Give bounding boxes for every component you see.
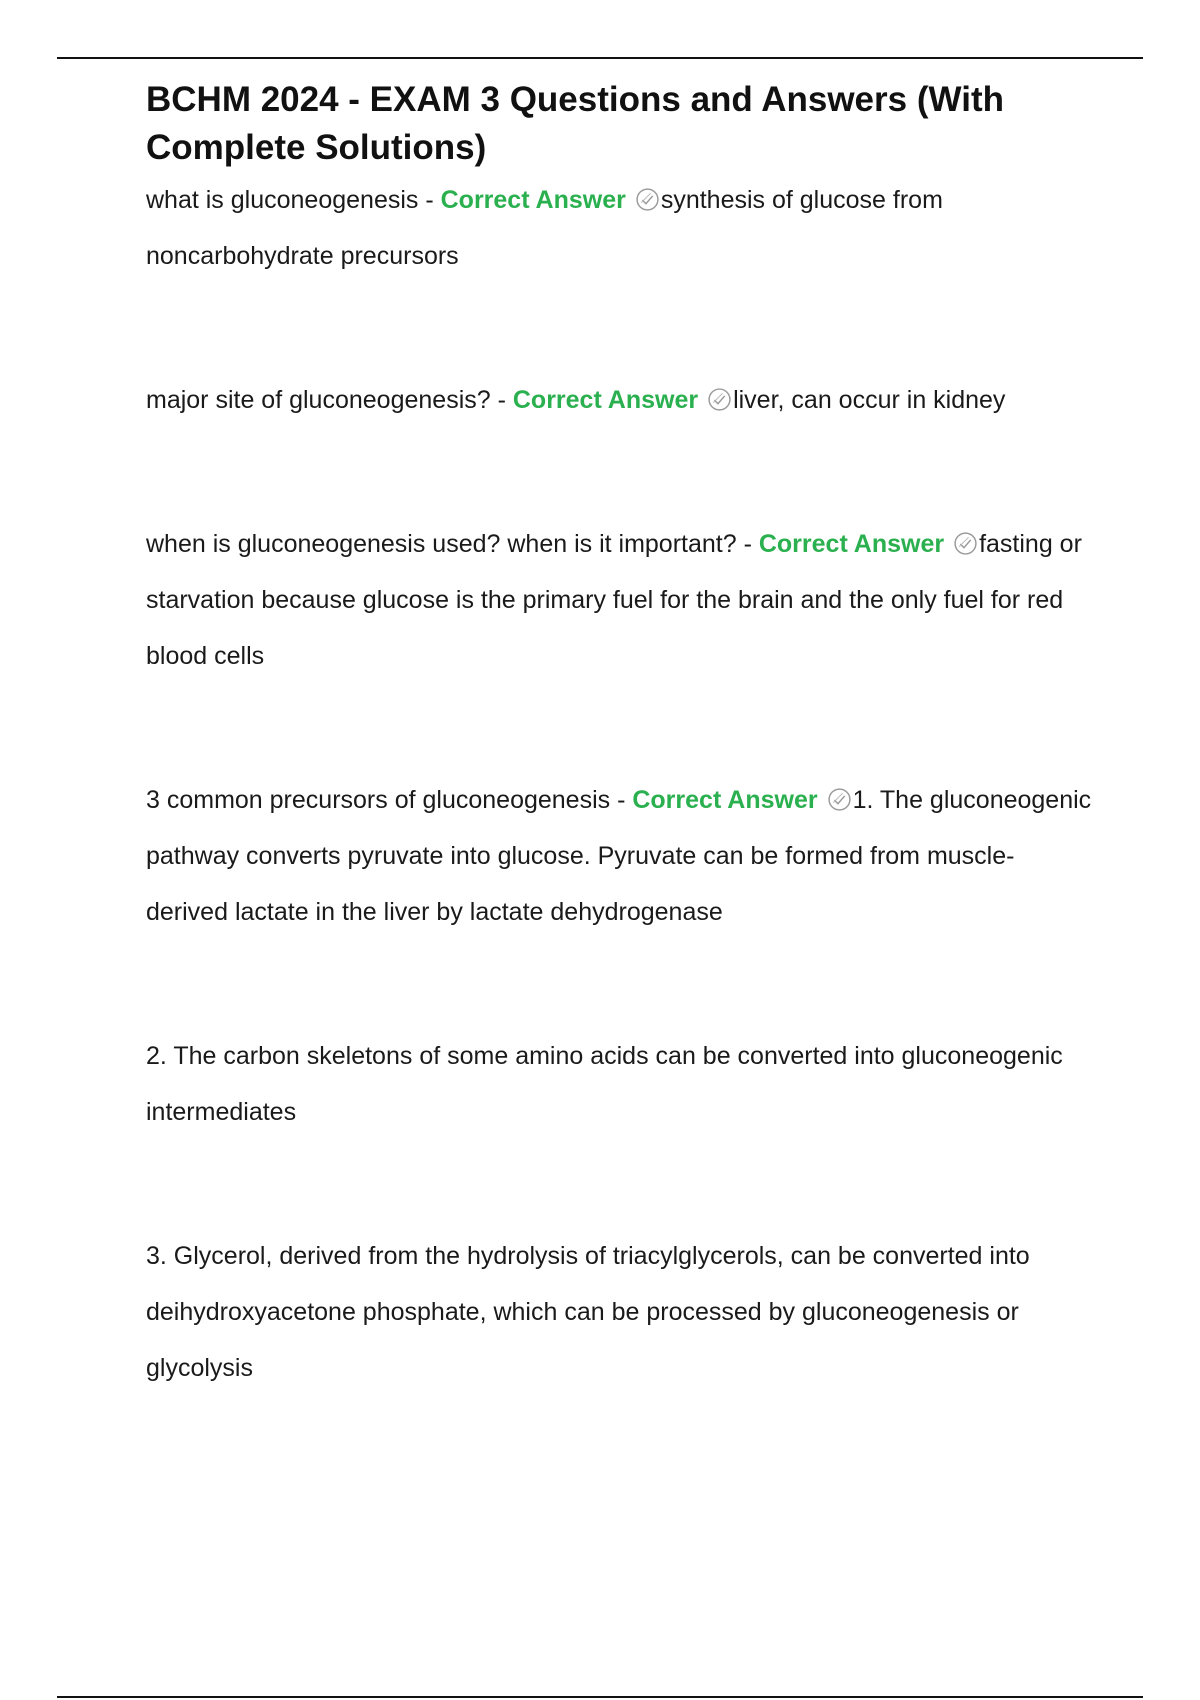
document-title: BCHM 2024 - EXAM 3 Questions and Answers (With Complete Solutions) — [146, 80, 1004, 167]
check-circle-icon — [707, 387, 732, 412]
answer-text: 1. The gluconeogenic pathway converts pyruvate into glucose. Pyruvate can be formed from muscle-derived lactate in the liver by lactate dehydrogenase — [146, 786, 1092, 926]
check-circle-icon — [827, 787, 852, 812]
question-text: major site of gluconeogenesis? - — [146, 386, 513, 414]
qa-item-3 — [146, 516, 1096, 684]
bottom-divider — [57, 1696, 1143, 1698]
check-circle-icon — [635, 187, 660, 212]
paragraph-precursor-3: 3. Glycerol, derived from the hydrolysis of triacylglycerols, can be converted into deihydroxyacetone phosphate, which can be processed by gluconeogenesis or glycolysis — [146, 1242, 1030, 1382]
correct-answer-label: Correct Answer — [440, 186, 626, 214]
correct-answer-label: Correct Answer — [512, 386, 699, 414]
top-divider — [57, 57, 1143, 59]
correct-answer-label: Correct Answer — [632, 786, 818, 814]
qa-item-4 — [146, 772, 1096, 940]
qa-item-2 — [146, 372, 1096, 428]
question-text: when is gluconeogenesis used? when is it important? - — [146, 530, 759, 558]
question-text: 3 common precursors of gluconeogenesis - — [146, 786, 633, 814]
answer-text: liver, can occur in kidney — [733, 386, 1006, 414]
correct-answer-label: Correct Answer — [758, 530, 945, 558]
document-body — [146, 76, 1096, 1396]
paragraph-precursor-2: 2. The carbon skeletons of some amino acids can be converted into gluconeogenic intermediates — [146, 1042, 1063, 1126]
qa-item-1 — [146, 172, 1096, 284]
question-text: what is gluconeogenesis - — [146, 186, 441, 214]
answer-text: fasting or starvation because glucose is the primary fuel for the brain and the only fuel for red blood cells — [146, 530, 1082, 670]
check-circle-icon — [953, 531, 978, 556]
answer-text: synthesis of glucose from noncarbohydrate precursors — [146, 186, 943, 270]
